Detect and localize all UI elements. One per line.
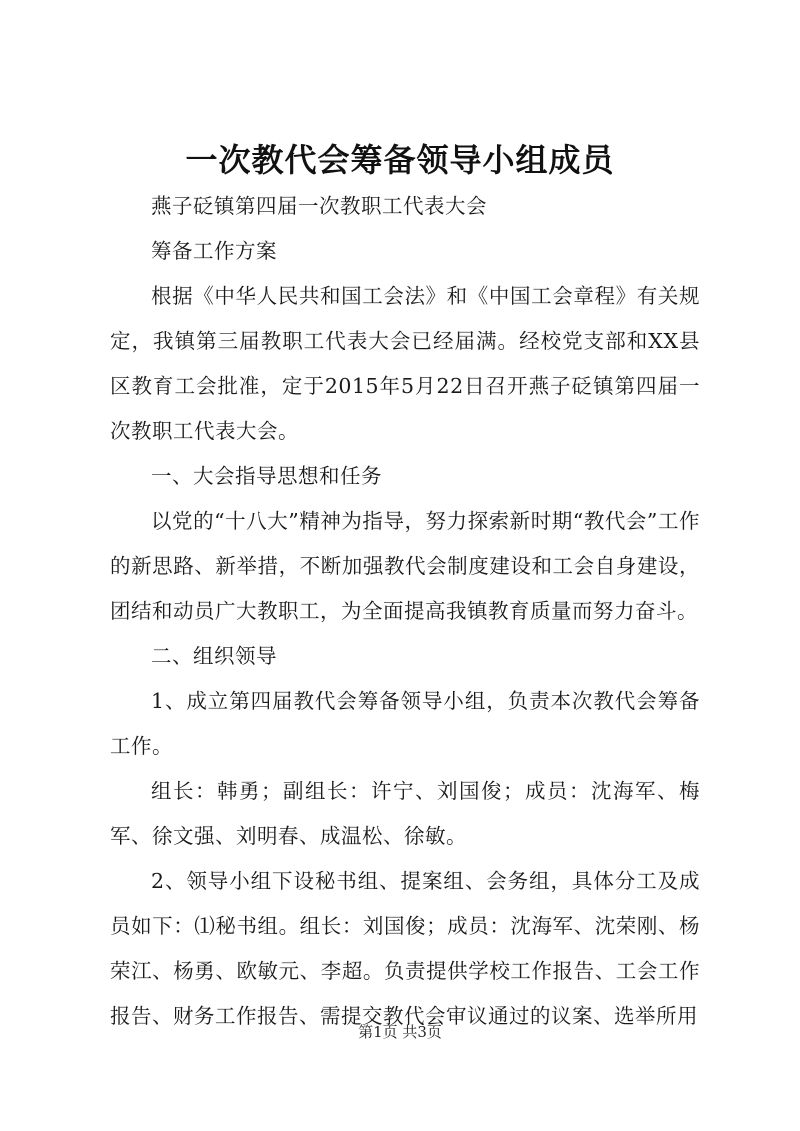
paragraph-leading-group: 1、成立第四届教代会筹备领导小组，负责本次教代会筹备工作。 [110,689,700,758]
paragraph-guiding-thought: 以党的“十八大”精神为指导，努力探索新时期“教代会”工作的新思路、新举措，不断加强教代会制度建设和工会自身建设，团结和动员广大教职工，为全面提高我镇教育质量而努力奋斗。 [110,509,700,623]
section-heading-organization: 二、组织领导 [151,644,277,668]
document-body [110,184,700,1039]
page-number-footer: 第1页 共3页 [358,1023,442,1041]
paragraph-conference-name: 燕子砭镇第四届一次教职工代表大会 [151,194,487,218]
document-title: 一次教代会筹备领导小组成员 [185,141,615,179]
paragraph-group-members: 组长：韩勇；副组长：许宁、刘国俊；成员：沈海军、梅军、徐文强、刘明春、成温松、徐敏。 [110,779,700,848]
paragraph-subgroups: 2、领导小组下设秘书组、提案组、会务组，具体分工及成员如下：⑴秘书组。组长：刘国俊；成员：沈海军、沈荣刚、杨荣江、杨勇、欧敏元、李超。负责提供学校工作报告、工会工作报告、财务工作报告、需提交教代会审议通过的议案、选举所用 [110,869,700,1028]
paragraph-basis: 根据《中华人民共和国工会法》和《中国工会章程》有关规定，我镇第三届教职工代表大会已经届满。经校党支部和XX县区教育工会批准，定于2015年5月22日召开燕子砭镇第四届一次教职工代表大会。 [110,284,700,443]
section-heading-guiding-thought: 一、大会指导思想和任务 [151,464,382,488]
paragraph-plan-title: 筹备工作方案 [151,239,277,263]
